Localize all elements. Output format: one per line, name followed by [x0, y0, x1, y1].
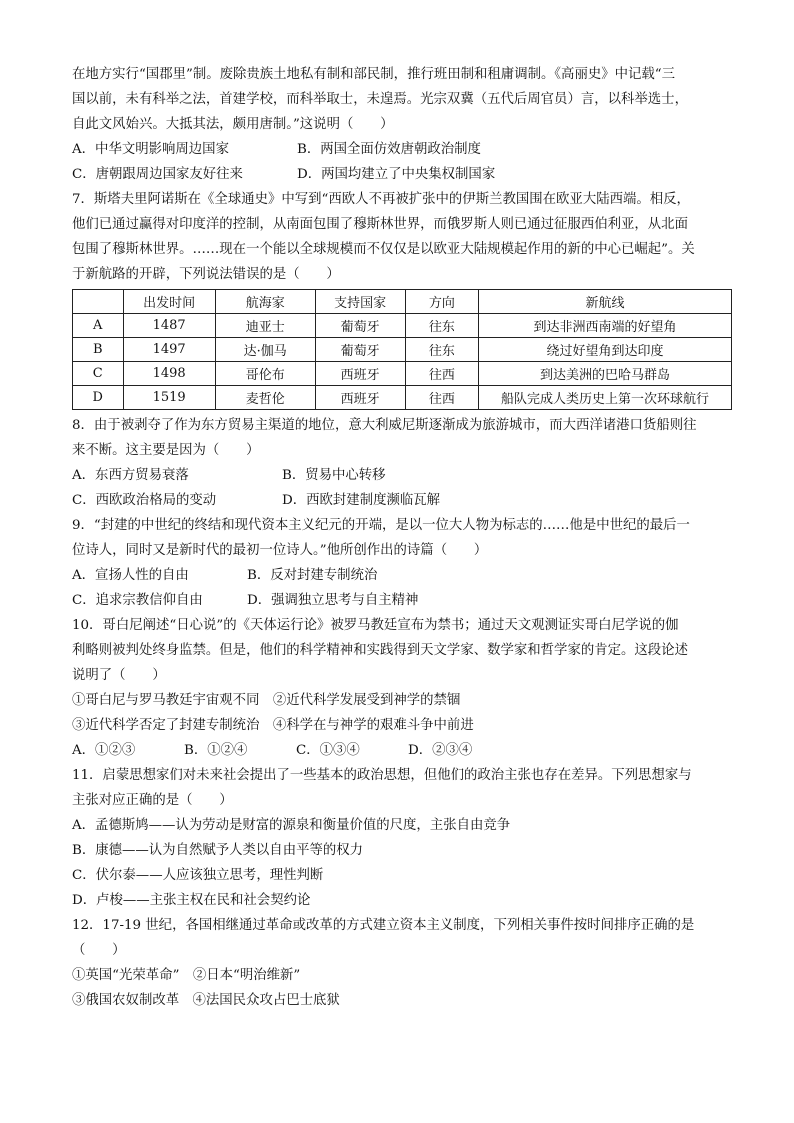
q8-option-d: D．西欧封建制度濒临瓦解 [282, 493, 441, 508]
q10-option-d: D．②③④ [408, 743, 473, 758]
q10-line: 利略则被判处终身监禁。但是，他们的科学精神和实践得到天文学家、数学家和哲学家的肯定。这段论述 [72, 643, 688, 658]
q6-option-b: B．两国全面仿效唐朝政治制度 [297, 142, 481, 157]
table-cell: 往东 [405, 338, 478, 362]
table-cell: 往东 [405, 314, 478, 338]
table-header [73, 290, 124, 314]
table-header: 支持国家 [315, 290, 405, 314]
table-cell: 往西 [405, 362, 478, 386]
q10-statement: ③近代科学否定了封建专制统治 ④科学在与神学的艰难斗争中前进 [72, 718, 474, 733]
q9-option-a: A．宣扬人性的自由 [72, 568, 189, 583]
q12-statement: ①英国“光荣革命” ②日本“明治维新” [72, 968, 301, 983]
table-cell: 1497 [123, 338, 215, 362]
q8-option-a: A．东西方贸易衰落 [72, 468, 189, 483]
q12-line: （ ） [72, 943, 126, 958]
q7-line: 包围了穆斯林世界。……现在一个能以全球规模而不仅仅是以欧亚大陆规模起作用的新的中心已崛起”。关 [72, 242, 695, 257]
table-cell: 西班牙 [315, 362, 405, 386]
q9-option-b: B．反对封建专制统治 [247, 568, 378, 583]
q7-line: 于新航路的开辟，下列说法错误的是（ ） [72, 267, 340, 282]
table-cell: 哥伦布 [215, 362, 315, 386]
q12-statement: ③俄国农奴制改革 ④法国民众攻占巴士底狱 [72, 993, 340, 1008]
q6-line: 自此文风始兴。大抵其法，颇用唐制。”这说明（ ） [72, 117, 394, 132]
table-header: 航海家 [215, 290, 315, 314]
q12-line: 12．17-19 世纪，各国相继通过革命或改革的方式建立资本主义制度，下列相关事件按时间排序正确的是 [72, 918, 695, 933]
table-cell: 达·伽马 [215, 338, 315, 362]
table-cell: 往西 [405, 386, 478, 410]
q10-statement: ①哥白尼与罗马教廷宇宙观不同 ②近代科学发展受到神学的禁锢 [72, 693, 461, 708]
q10-option-a: A．①②③ [72, 743, 136, 758]
question-7 [72, 187, 732, 410]
q6-option-d: D．两国均建立了中央集权制国家 [297, 167, 496, 182]
table-cell: 1487 [123, 314, 215, 338]
q11-option-d: D．卢梭——主张主权在民和社会契约论 [72, 893, 311, 908]
table-cell: 到达美洲的巴哈马群岛 [478, 362, 731, 386]
table-row [73, 386, 732, 410]
table-cell: A [73, 314, 124, 338]
table-cell: D [73, 386, 124, 410]
table-header: 方向 [405, 290, 478, 314]
q9-option-c: C．追求宗教信仰自由 [72, 593, 203, 608]
table-cell: 葡萄牙 [315, 338, 405, 362]
table-cell: 1519 [123, 386, 215, 410]
q11-option-c: C．伏尔泰——人应该独立思考，理性判断 [72, 868, 324, 883]
table-header-row [73, 290, 732, 314]
q6-option-a: A．中华文明影响周边国家 [72, 142, 229, 157]
q11-option-a: A．孟德斯鸠——认为劳动是财富的源泉和衡量价值的尺度，主张自由竞争 [72, 818, 511, 833]
q7-line: 他们已通过赢得对印度洋的控制，从南面包围了穆斯林世界，而俄罗斯人则已通过征服西伯利亚，从北面 [72, 217, 688, 232]
question-8 [72, 413, 732, 513]
q8-option-c: C．西欧政治格局的变动 [72, 493, 217, 508]
table-cell: B [73, 338, 124, 362]
q6-option-c: C．唐朝跟周边国家友好往来 [72, 167, 243, 182]
table-cell: 船队完成人类历史上第一次环球航行 [478, 386, 731, 410]
table-cell: 到达非洲西南端的好望角 [478, 314, 731, 338]
q9-line: 位诗人，同时又是新时代的最初一位诗人。”他所创作出的诗篇（ ） [72, 543, 488, 558]
question-11 [72, 763, 732, 913]
table-cell: C [73, 362, 124, 386]
question-10 [72, 613, 732, 763]
table-cell: 1498 [123, 362, 215, 386]
q7-line: 7．斯塔夫里阿诺斯在《全球通史》中写到“西欧人不再被扩张中的伊斯兰教国围在欧亚大陆西端。相反， [72, 192, 690, 207]
q8-option-b: B．贸易中心转移 [282, 468, 386, 483]
q6-line: 在地方实行“国郡里”制。废除贵族土地私有制和部民制，推行班田制和租庸调制。《高丽史》中记载“三 [72, 67, 676, 82]
question-6 [72, 62, 732, 187]
q10-line: 说明了（ ） [72, 668, 166, 683]
table-row [73, 362, 732, 386]
table-cell: 葡萄牙 [315, 314, 405, 338]
exam-page [72, 62, 732, 1013]
q10-option-c: C．①③④ [296, 743, 360, 758]
table-cell: 迪亚士 [215, 314, 315, 338]
q11-line: 主张对应正确的是（ ） [72, 793, 233, 808]
table-cell: 麦哲伦 [215, 386, 315, 410]
q11-line: 11．启蒙思想家们对未来社会提出了一些基本的政治思想，但他们的政治主张也存在差异。下列思想家与 [72, 768, 692, 783]
q8-line: 来不断。这主要是因为（ ） [72, 443, 260, 458]
q10-line: 10．哥白尼阐述“日心说”的《天体运行论》被罗马教廷宣布为禁书；通过天文观测证实哥白尼学说的伽 [72, 618, 679, 633]
q9-option-d: D．强调独立思考与自主精神 [247, 593, 419, 608]
table-cell: 绕过好望角到达印度 [478, 338, 731, 362]
question-9 [72, 513, 732, 613]
q11-option-b: B．康德——认为自然赋予人类以自由平等的权力 [72, 843, 364, 858]
q6-line: 国以前，未有科举之法，首建学校，而科举取士，未遑焉。光宗双冀（五代后周官员）言，以科举选士， [72, 92, 688, 107]
q10-option-b: B．①②④ [184, 743, 248, 758]
table-header: 新航线 [478, 290, 731, 314]
table-row [73, 314, 732, 338]
q9-line: 9．“封建的中世纪的终结和现代资本主义纪元的开端，是以一位大人物为标志的……他是中世纪的最后一 [72, 518, 690, 533]
table-row [73, 338, 732, 362]
new-route-table [72, 289, 732, 410]
question-12 [72, 913, 732, 1013]
table-header: 出发时间 [123, 290, 215, 314]
q8-line: 8．由于被剥夺了作为东方贸易主渠道的地位，意大利威尼斯逐渐成为旅游城市，而大西洋诸港口货船则往 [72, 418, 697, 433]
table-cell: 西班牙 [315, 386, 405, 410]
